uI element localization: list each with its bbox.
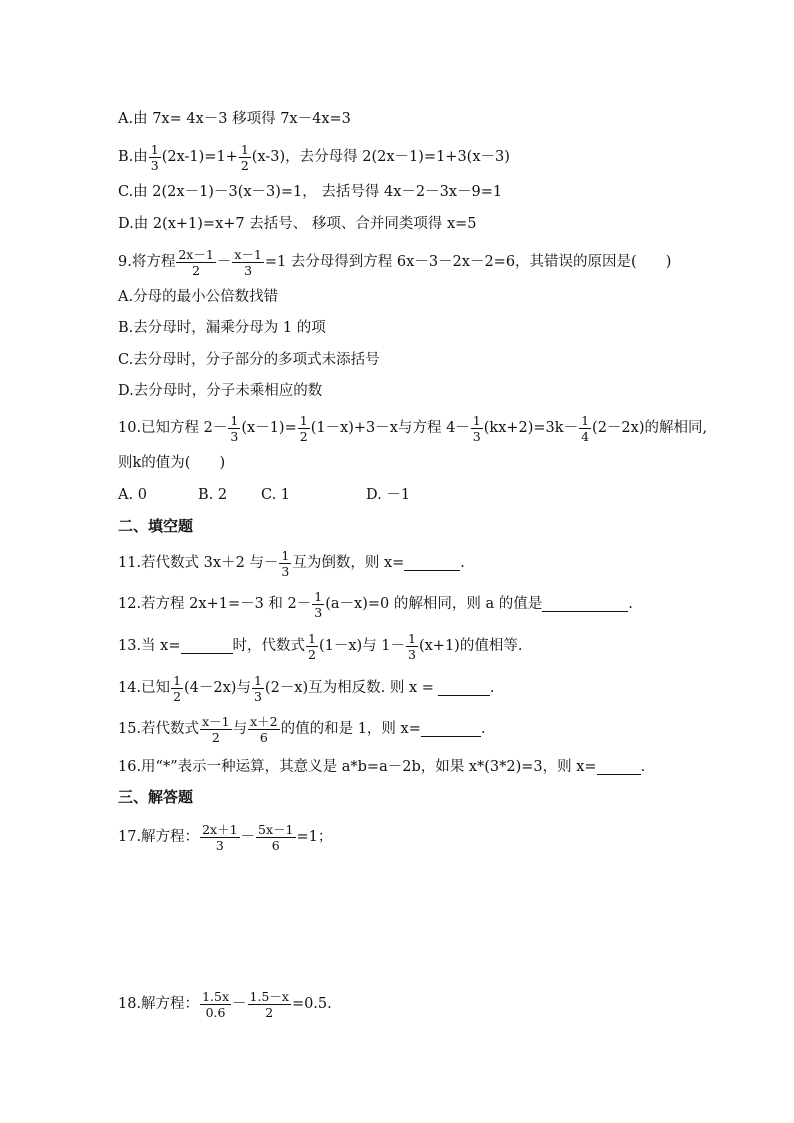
- section-heading-solve: [118, 787, 193, 807]
- denominator: 2: [211, 729, 220, 745]
- q18: [118, 988, 332, 1020]
- denominator: 6: [259, 729, 268, 745]
- stem-text: .: [460, 555, 465, 571]
- denominator: 2: [240, 157, 249, 173]
- q8-option-b: [118, 141, 510, 173]
- q10-stem-line2: [118, 453, 225, 473]
- fraction: [252, 674, 264, 703]
- minus-sign: －: [240, 829, 256, 845]
- option-d: D. －1: [366, 487, 411, 503]
- stem-text: =1 去分母得到方程 6x－3－2x－2=6，其错误的原因是( ): [264, 254, 672, 270]
- stem-text: 则k的值为( ): [118, 455, 226, 471]
- numerator: 1: [173, 672, 182, 688]
- numerator: 1: [308, 630, 316, 646]
- denominator: 4: [581, 428, 590, 444]
- stem-text: .: [480, 721, 486, 737]
- numerator: x－1: [202, 713, 230, 729]
- stem-text: 9.将方程: [118, 254, 176, 270]
- section-heading-fill-in: [118, 516, 193, 536]
- denominator: 2: [192, 262, 201, 278]
- stem-text: (a－x)=0 的解相同，则 a 的值是: [325, 596, 543, 612]
- fraction: [232, 248, 264, 277]
- heading-text: 二、填空题: [118, 517, 194, 535]
- stem-text: 15.若代数式: [118, 721, 200, 737]
- stem-text: 互为倒数，则 x=: [292, 555, 405, 571]
- numerator: 2x＋1: [202, 821, 238, 837]
- stem-text: =1；: [296, 829, 333, 845]
- q8-option-a: [118, 109, 351, 129]
- q9-stem: [118, 246, 672, 278]
- fraction: [298, 414, 310, 443]
- stem-text: 10.已知方程 2－: [118, 420, 228, 436]
- q12: [118, 588, 633, 620]
- q9-option-c: [118, 350, 380, 370]
- q17: [118, 821, 333, 853]
- q9-option-b: [118, 318, 326, 338]
- stem-text: (1－x)与 1－: [318, 638, 406, 654]
- fraction: [171, 674, 183, 703]
- numerator: x－1: [234, 246, 262, 262]
- numerator: 1: [314, 588, 323, 604]
- numerator: 1: [408, 630, 416, 646]
- denominator: 3: [472, 428, 481, 444]
- minus-sign: －: [216, 254, 232, 270]
- stem-text: 16.用“*”表示一种运算，其意义是 a*b=a－2b，如果 x*(3*2)=3，则 x=: [118, 759, 597, 775]
- q15: [118, 713, 486, 745]
- numerator: 1: [281, 547, 290, 563]
- fraction: [248, 715, 280, 744]
- denominator: 0.6: [205, 1004, 226, 1020]
- option-text: B.由: [118, 149, 148, 165]
- fraction: [228, 414, 240, 443]
- option-text: A.由 7x= 4x－3 移项得 7x－4x=3: [118, 111, 351, 127]
- denominator: 6: [271, 837, 280, 853]
- numerator: 1: [230, 412, 239, 428]
- minus-sign: －: [232, 996, 247, 1012]
- option-text: C.由 2(2x－1)－3(x－3)=1， 去括号得 4x－2－3x－9=1: [118, 184, 503, 200]
- q9-option-d: [118, 381, 322, 401]
- stem-text: 与: [232, 721, 248, 737]
- answer-blank[interactable]: [404, 556, 460, 571]
- q8-option-d: [118, 214, 477, 234]
- numerator: 2x－1: [178, 246, 214, 262]
- fraction: [239, 143, 251, 172]
- stem-text: 12.若方程 2x+1=－3 和 2－: [118, 596, 312, 612]
- q8-option-c: [118, 182, 502, 202]
- fraction: [176, 248, 215, 277]
- stem-text: =0.5.: [291, 996, 332, 1012]
- stem-text: (x－1)=: [241, 420, 297, 436]
- numerator: x＋2: [250, 713, 278, 729]
- denominator: 2: [265, 1004, 274, 1020]
- option-c: C. 1: [261, 487, 291, 503]
- fraction: [200, 715, 232, 744]
- stem-text: .: [628, 596, 633, 612]
- denominator: 3: [253, 688, 262, 704]
- answer-blank[interactable]: [542, 597, 628, 612]
- numerator: 1.5－x: [249, 988, 289, 1004]
- stem-text: 18.解方程：: [118, 996, 200, 1012]
- fraction: [200, 823, 239, 852]
- stem-text: 11.若代数式 3x＋2 与－: [118, 555, 279, 571]
- denominator: 2: [173, 688, 182, 704]
- fraction: [200, 990, 231, 1019]
- denominator: 3: [150, 157, 159, 173]
- fraction: [256, 823, 295, 852]
- denominator: 3: [314, 604, 323, 620]
- stem-text: (kx+2)=3k－: [483, 420, 579, 436]
- numerator: 1: [253, 672, 262, 688]
- stem-text: (2－2x)的解相同,: [592, 420, 708, 436]
- answer-blank[interactable]: [438, 681, 490, 696]
- fraction: [279, 549, 291, 578]
- option-text: A.分母的最小公倍数找错: [118, 289, 279, 305]
- answer-blank[interactable]: [181, 639, 233, 654]
- q14: [118, 672, 495, 704]
- option-b: B. 2: [198, 487, 228, 503]
- denominator: 3: [230, 428, 239, 444]
- numerator: 1: [472, 412, 481, 428]
- stem-text: 的值的和是 1，则 x=: [280, 721, 421, 737]
- stem-text: 17.解方程：: [118, 829, 200, 845]
- denominator: 3: [408, 646, 416, 662]
- denominator: 3: [244, 262, 253, 278]
- option-text: C.去分母时，分子部分的多项式未添括号: [118, 352, 380, 368]
- answer-blank[interactable]: [421, 722, 481, 737]
- numerator: 1: [299, 412, 308, 428]
- option-a: A. 0: [118, 487, 147, 503]
- denominator: 3: [281, 563, 290, 579]
- stem-text: (2－x)互为相反数. 则 x =: [264, 680, 434, 696]
- q11: [118, 547, 465, 579]
- denominator: 2: [308, 646, 316, 662]
- stem-text: 时，代数式: [232, 638, 305, 654]
- stem-text: .: [640, 759, 646, 775]
- fraction: [579, 414, 591, 443]
- numerator: 5x－1: [258, 821, 294, 837]
- fraction: [406, 632, 418, 661]
- stem-text: .: [489, 680, 495, 696]
- numerator: 1: [150, 141, 159, 157]
- denominator: 2: [299, 428, 308, 444]
- stem-text: (4－2x)与: [184, 680, 251, 696]
- option-text: B.去分母时，漏乘分母为 1 的项: [118, 320, 326, 336]
- numerator: 1.5x: [202, 988, 229, 1004]
- q10-options: [118, 485, 410, 505]
- stem-text: 13.当 x=: [118, 638, 181, 654]
- fraction: [149, 143, 161, 172]
- option-text: (2x-1)=1+: [161, 149, 238, 165]
- stem-text: (1－x)+3－x与方程 4－: [310, 420, 470, 436]
- numerator: 1: [581, 412, 590, 428]
- option-text: D.由 2(x+1)=x+7 去括号、 移项、合并同类项得 x=5: [118, 216, 477, 232]
- denominator: 3: [215, 837, 224, 853]
- q16: [118, 757, 645, 777]
- stem-text: (x+1)的值相等.: [418, 638, 523, 654]
- numerator: 1: [240, 141, 249, 157]
- fraction: [306, 632, 318, 661]
- q9-option-a: [118, 287, 278, 307]
- option-text: (x-3)，去分母得 2(2x－1)=1+3(x－3): [251, 149, 510, 165]
- fraction: [471, 414, 483, 443]
- stem-text: 14.已知: [118, 680, 171, 696]
- heading-text: 三、解答题: [118, 788, 194, 806]
- q10-stem: [118, 412, 708, 444]
- q13: [118, 630, 523, 662]
- fraction: [312, 590, 324, 619]
- fraction: [248, 990, 291, 1019]
- answer-blank[interactable]: [597, 760, 641, 775]
- option-text: D.去分母时，分子未乘相应的数: [118, 383, 323, 399]
